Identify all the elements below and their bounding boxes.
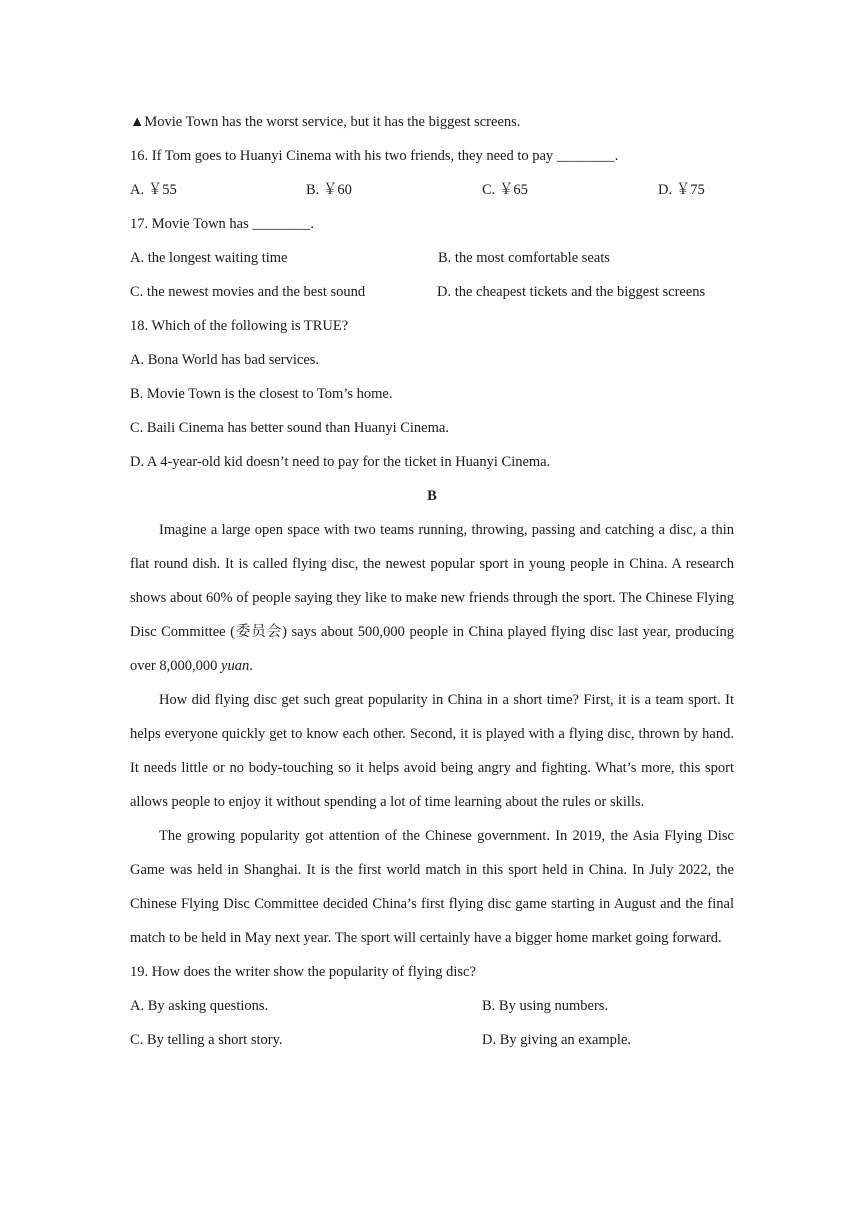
q16-option-b: B. ￥60 bbox=[306, 182, 352, 198]
question-19-options-row2 bbox=[130, 1028, 734, 1062]
question-18-stem: 18. Which of the following is TRUE? bbox=[130, 318, 349, 334]
question-19-options-row1 bbox=[130, 994, 734, 1028]
q19-option-c: C. By telling a short story. bbox=[130, 1032, 283, 1048]
question-17-stem: 17. Movie Town has ________. bbox=[130, 216, 314, 232]
q16-option-d: D. ￥75 bbox=[658, 182, 705, 198]
paragraph-1-italic: yuan bbox=[221, 658, 250, 674]
question-17-options-row1 bbox=[130, 246, 734, 280]
section-b-title: B bbox=[427, 488, 437, 504]
question-16-stem: 16. If Tom goes to Huanyi Cinema with his two friends, they need to pay ________. bbox=[130, 148, 619, 164]
q19-option-b: B. By using numbers. bbox=[482, 998, 609, 1014]
q16-option-c: C. ￥65 bbox=[482, 182, 528, 198]
section-b-paragraph-2: How did flying disc get such great popularity in China in a short time? First, it is a team sport. It helps everyone quickly get to know each other. Second, it is played with a flying disc, thrown by hand. It needs little or no body-touching so it helps avoid being angry and fighting. What’s more, this sport allows people to enjoy it without spending a lot of time learning about the rules or skills. bbox=[130, 692, 734, 810]
paragraph-1-text: Imagine a large open space with two teams running, throwing, passing and catching a disc, a thin flat round dish. It is called flying disc, the newest popular sport in young people in China. A research shows about 60% of people saying they like to make new friends through the sport. The Chinese Flying Disc Committee (委员会) says about 500,000 people in China played flying disc last year, producing over 8,000,000 bbox=[130, 522, 734, 674]
q17-option-a: A. the longest waiting time bbox=[130, 250, 288, 266]
question-19-stem: 19. How does the writer show the popularity of flying disc? bbox=[130, 964, 476, 980]
q19-option-a: A. By asking questions. bbox=[130, 998, 269, 1014]
q18-option-b: B. Movie Town is the closest to Tom’s home. bbox=[130, 386, 393, 402]
q16-option-a: A. ￥55 bbox=[130, 182, 177, 198]
question-17-options-row2 bbox=[130, 280, 734, 314]
section-b-paragraph-3: The growing popularity got attention of the Chinese government. In 2019, the Asia Flying Disc Game was held in Shanghai. It is the first world match in this sport held in China. In July 2022, the Chinese Flying Disc Committee decided China’s first flying disc game starting in August and the final match to be held in May next year. The sport will certainly have a bigger home market going forward. bbox=[130, 828, 734, 946]
section-b-paragraph-1 bbox=[130, 513, 734, 683]
question-16-options bbox=[130, 178, 734, 212]
q18-option-c: C. Baili Cinema has better sound than Huanyi Cinema. bbox=[130, 420, 449, 436]
intro-note: ▲Movie Town has the worst service, but it has the biggest screens. bbox=[130, 114, 521, 130]
paragraph-1-end: . bbox=[249, 658, 253, 674]
document-page bbox=[130, 110, 734, 1062]
q17-option-b: B. the most comfortable seats bbox=[438, 250, 610, 266]
q19-option-d: D. By giving an example. bbox=[482, 1032, 632, 1048]
q18-option-a: A. Bona World has bad services. bbox=[130, 352, 320, 368]
q18-option-d: D. A 4-year-old kid doesn’t need to pay for the ticket in Huanyi Cinema. bbox=[130, 454, 551, 470]
q17-option-c: C. the newest movies and the best sound bbox=[130, 284, 366, 300]
q17-option-d: D. the cheapest tickets and the biggest screens bbox=[437, 284, 706, 300]
